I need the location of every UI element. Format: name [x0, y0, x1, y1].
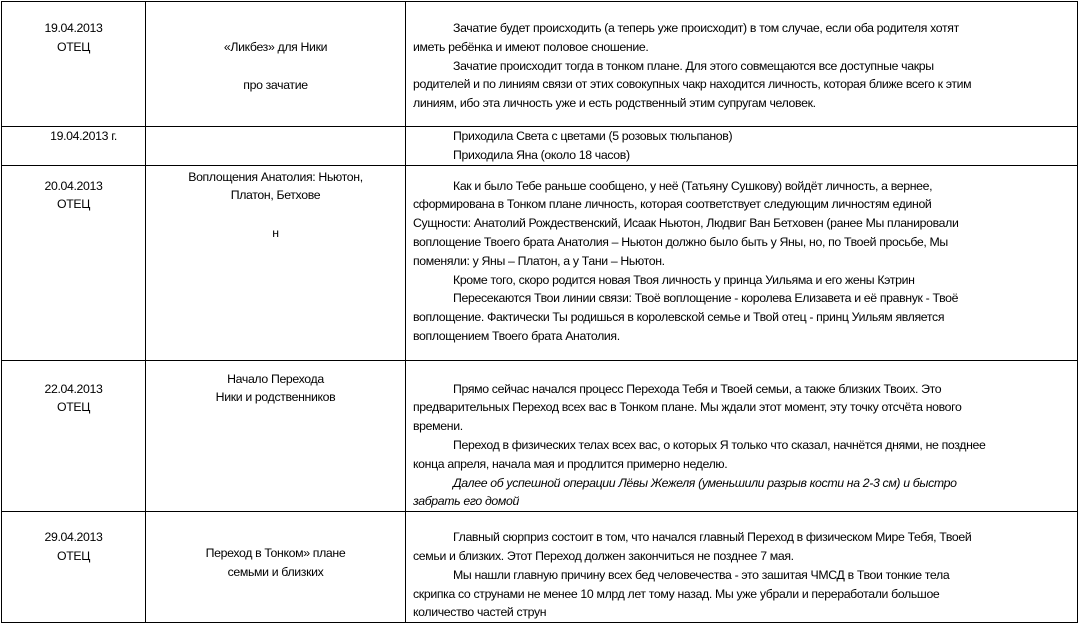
entry-date: 29.04.2013 — [44, 530, 103, 545]
content-line: поменяли: у Яны – Платон, а у Тани – Ньютон. — [413, 253, 665, 268]
date-cell — [2, 2, 146, 127]
content-line: Переход в физических телах всех вас, о которых Я только что сказал, начнётся днями, не позднее — [453, 437, 986, 452]
entry-date: 19.04.2013 — [44, 21, 103, 35]
content-cell — [406, 127, 1078, 166]
entry-author: ОТЕЦ — [57, 197, 90, 212]
content-line: Как и было Тебе раньше сообщено, у неё (Татьяну Сушкову) войдёт личность, а вернее, — [453, 178, 933, 193]
title-cell — [146, 512, 406, 623]
entry-title-line: Переход в Тонком» плане — [205, 546, 346, 561]
entry-author: ОТЕЦ — [57, 39, 90, 54]
content-line: Приходила Яна (около 18 часов) — [453, 147, 630, 162]
date-cell — [2, 512, 146, 623]
content-line: скрипка со струнами не менее 10 млрд лет тому назад. Мы уже убрали и переработали большое — [413, 586, 940, 601]
entry-author: ОТЕЦ — [57, 400, 90, 415]
entry-title-line: Воплощения Анатолия: Ньютон, — [188, 169, 363, 184]
content-line: забрать его домой — [413, 494, 519, 509]
title-cell — [146, 127, 406, 166]
entry-title-line — [146, 205, 405, 224]
title-cell — [146, 2, 406, 127]
content-line: Зачатие будет происходить (а теперь уже происходит) в том случае, если оба родителя хотят — [453, 21, 959, 35]
entry-title-line: Ники и родственников — [215, 390, 336, 405]
table-row — [2, 127, 1078, 166]
title-cell — [146, 360, 406, 512]
content-line: Мы нашли главную причину всех бед человечества - это зашитая ЧМСД в Твои тонкие тела — [453, 567, 950, 582]
entry-title-line: Начало Перехода — [227, 371, 324, 386]
content-line: иметь ребёнка и имеют половое сношение. — [413, 39, 649, 54]
content-line: воплощение. Фактически Ты родишься в королевской семье и Твой отец - принц Уильям является — [413, 310, 945, 325]
date-cell — [2, 165, 146, 360]
content-line: Прямо сейчас начался процесс Перехода Тебя и Твоей семьи, а также близких Твоих. Это — [453, 381, 942, 396]
content-line: количество частей струн — [413, 605, 547, 620]
entry-date: 19.04.2013 г. — [50, 129, 117, 143]
content-line: семьи и близких. Этот Переход должен закончиться не позднее 7 мая. — [413, 548, 794, 563]
title-cell — [146, 165, 406, 360]
entry-author: ОТЕЦ — [57, 548, 90, 563]
table-row — [2, 360, 1078, 512]
entry-title-line: н — [272, 225, 279, 240]
journal-table — [1, 1, 1078, 623]
content-line: воплощением Твоего брата Анатолия. — [413, 328, 620, 343]
content-line: Сущности: Анатолий Рождественский, Исаак Ньютон, Людвиг Ван Бетховен (ранее Мы планировали — [413, 216, 959, 231]
content-line: Приходила Света с цветами (5 розовых тюльпанов) — [453, 129, 733, 143]
content-line: Пересекаются Твои линии связи: Твоё воплощение - королева Елизавета и её правнук - Твоё — [453, 291, 959, 306]
date-cell — [2, 127, 146, 166]
content-cell — [406, 165, 1078, 360]
content-line: родителей и по линиям связи от этих совокупных чакр находится личность, которая ближе всего к этим — [413, 77, 972, 92]
content-line: воплощение Твоего брата Анатолия – Ньютон должно было быть у Яны, но, по Твоей просьбе, Мы — [413, 234, 948, 249]
content-line: Главный сюрприз состоит в том, что начался главный Переход в физическом Мире Тебя, Твоей — [453, 530, 972, 545]
entry-title-line: семьми и близких — [227, 564, 324, 579]
content-line: Далее об успешной операции Лёвы Жежеля (уменьшили разрыв кости на 2-3 см) и быстро — [453, 475, 957, 490]
entry-title-line: «Ликбез» для Ники — [223, 40, 328, 54]
date-cell — [2, 360, 146, 512]
content-line: линиям, ибо эта личность уже и есть родственный этим супругам человек. — [413, 96, 816, 111]
table-row — [2, 512, 1078, 623]
table-row — [2, 2, 1078, 127]
content-line: предварительных Переход всех вас в Тонком плане. Мы ждали этот момент, эту точку отсчёта нового — [413, 400, 962, 415]
content-line: конца апреля, начала мая и продлится примерно неделю. — [413, 456, 728, 471]
entry-title-line: Платон, Бетхове — [230, 188, 321, 203]
entry-title-line — [146, 57, 405, 76]
entry-title-line: про зачатие — [243, 77, 308, 92]
content-line: Зачатие происходит тогда в тонком плане. Для этого совмещаются все доступные чакры — [453, 58, 934, 73]
content-cell — [406, 2, 1078, 127]
content-line: Кроме того, скоро родится новая Твоя личность у принца Уильяма и его жены Кэтрин — [453, 272, 915, 287]
content-line: времени. — [413, 419, 463, 434]
entry-date: 20.04.2013 — [44, 178, 103, 193]
table-row — [2, 165, 1078, 360]
content-cell — [406, 512, 1078, 623]
content-line: сформирована в Тонком плане личность, которая соответствует следующим личностям единой — [413, 197, 932, 212]
entry-date: 22.04.2013 — [44, 381, 103, 396]
content-cell — [406, 360, 1078, 512]
